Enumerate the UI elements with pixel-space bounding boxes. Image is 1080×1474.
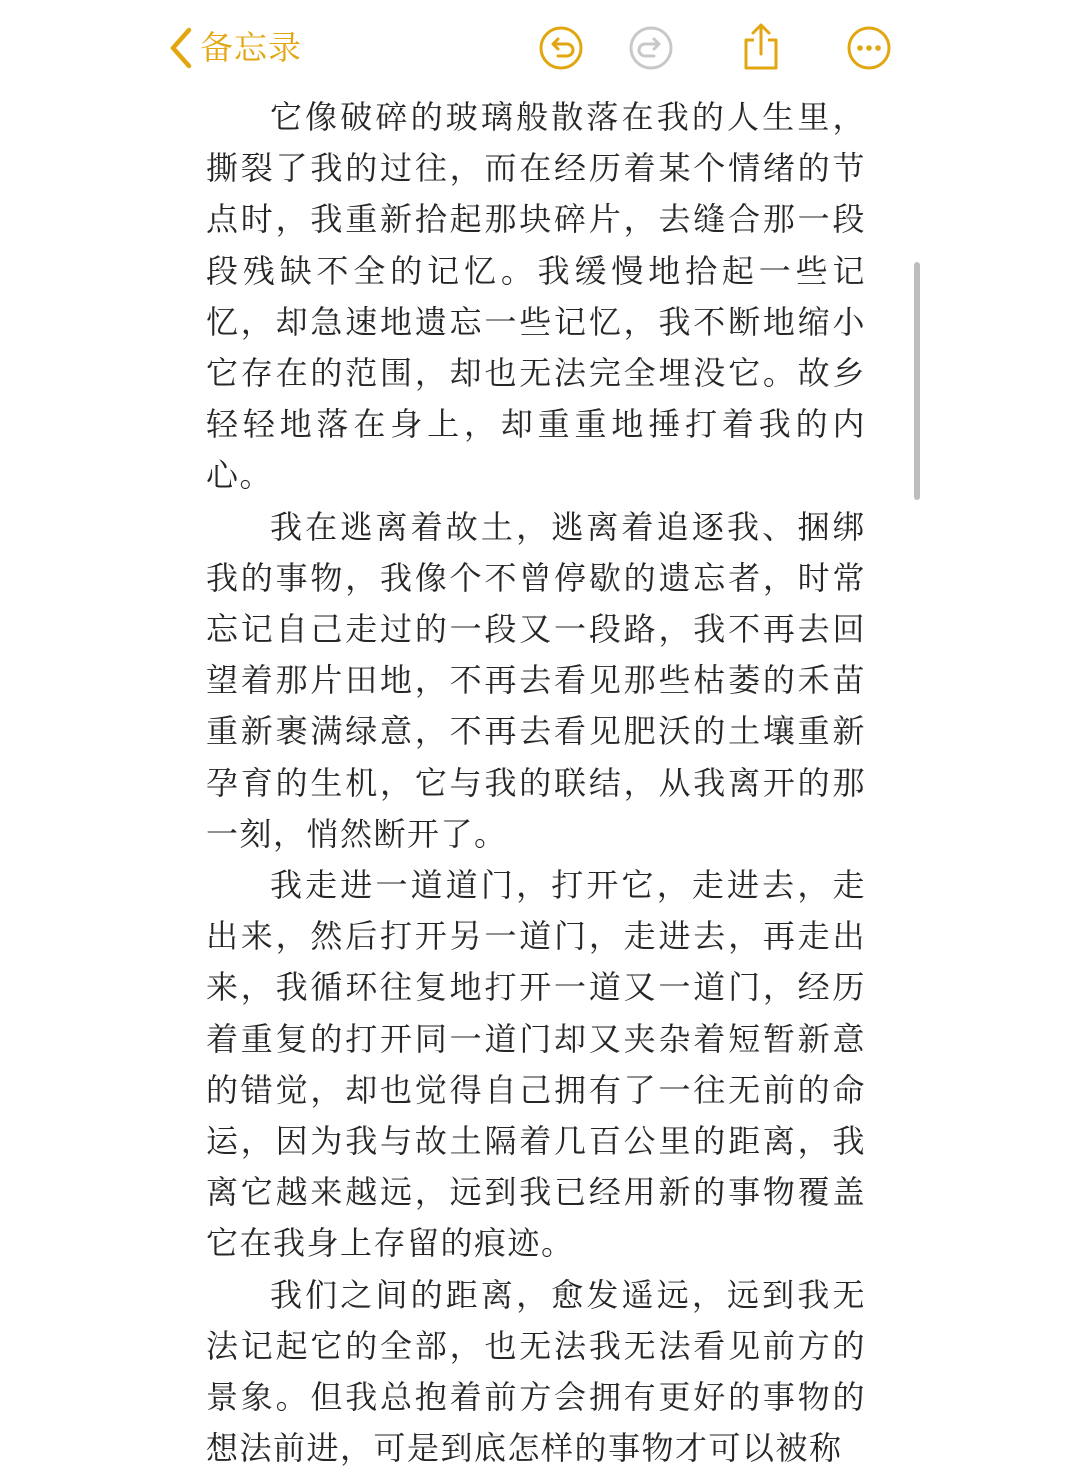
more-button[interactable] xyxy=(846,25,892,71)
note-paragraph: 我走进一道道门，打开它，走进去，走出来，然后打开另一道门，走进去，再走出来，我循环往复地打开一道又一道门，经历着重复的打开同一道门却又夹杂着短暂新意的错觉，却也觉得自己拥有了一往无前的命运，因为我与故土隔着几百公里的距离，我离它越来越远，远到我已经用新的事物覆盖它在我身上存留的痕迹。 xyxy=(206,866,866,1263)
note-paragraph: 我们之间的距离，愈发遥远，远到我无法记起它的全部，也无法我无法看见前方的景象。但我总抱着前方会拥有更好的事物的想法前进，可是到底怎样的事物才可以被称 xyxy=(206,1275,866,1468)
note-paragraph: 它像破碎的玻璃般散落在我的人生里，撕裂了我的过往，而在经历着某个情绪的节点时，我重新拾起那块碎片，去缝合那一段段残缺不全的记忆。我缓慢地拾起一些记忆，却急速地遗忘一些记忆，我不断地缩小它存在的范围，却也无法完全埋没它。故乡轻轻地落在身上，却重重地捶打着我的内心。 xyxy=(206,98,866,495)
note-paragraph: 我在逃离着故土，逃离着追逐我、捆绑我的事物，我像个不曾停歇的遗忘者，时常忘记自己走过的一段又一段路，我不再去回望着那片田地，不再去看见那些枯萎的禾苗重新裹满绿意，不再去看见肥沃的土壤重新孕育的生机，它与我的联结，从我离开的那一刻，悄然断开了。 xyxy=(206,507,866,853)
more-icon xyxy=(846,25,892,71)
share-button[interactable] xyxy=(738,22,784,72)
back-button[interactable] xyxy=(168,20,302,76)
scrollbar[interactable] xyxy=(914,262,920,500)
undo-button[interactable] xyxy=(538,25,584,71)
undo-icon xyxy=(538,25,584,71)
back-label: 备忘录 xyxy=(200,28,302,67)
navigation-bar xyxy=(0,0,1080,100)
share-icon xyxy=(738,22,784,72)
redo-button[interactable] xyxy=(628,25,674,71)
note-body[interactable] xyxy=(206,92,866,1474)
chevron-left-icon xyxy=(168,26,194,70)
redo-icon xyxy=(628,25,674,71)
